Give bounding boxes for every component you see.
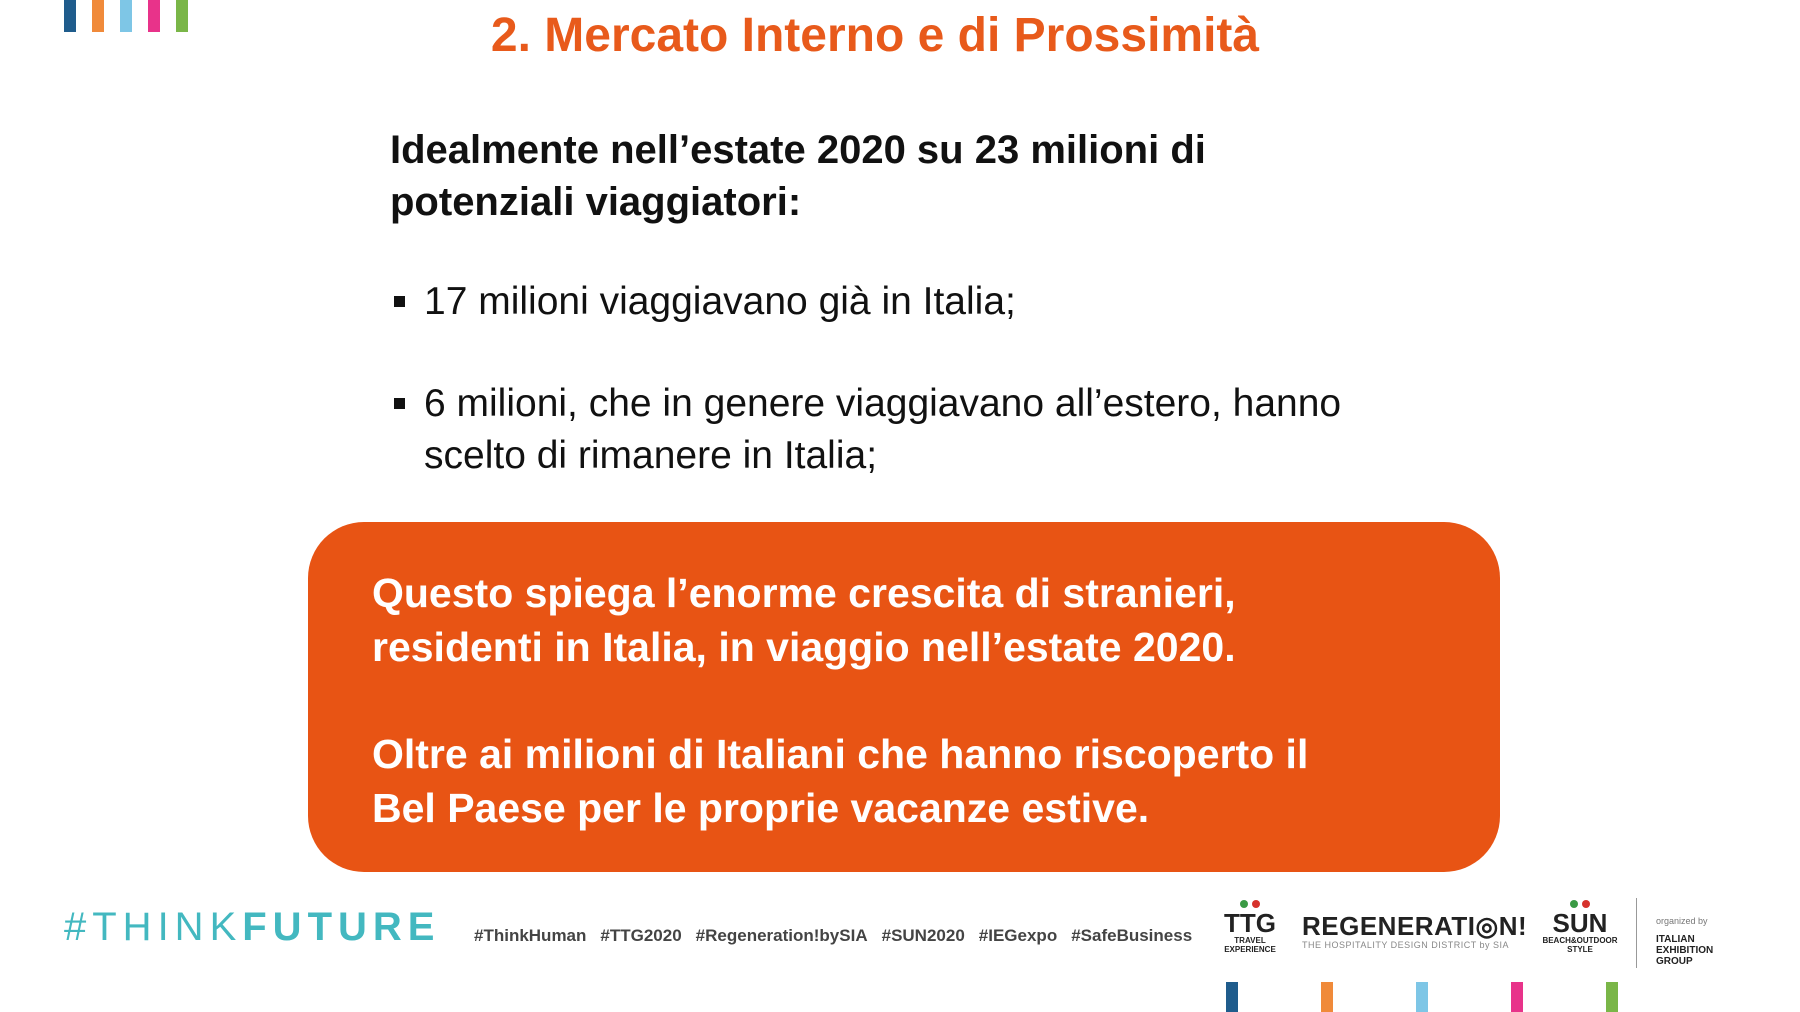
- hashtag-item: #SafeBusiness: [1071, 926, 1193, 945]
- bullet-item: [390, 378, 1490, 482]
- footer-divider: [1636, 898, 1637, 968]
- sun-sub-1: BEACH&OUTDOOR: [1542, 936, 1618, 945]
- hashtag-item: #TTG2020: [600, 926, 682, 945]
- brand-bar-lightblue: [1416, 982, 1428, 1012]
- callout-line: Questo spiega l’enorme crescita di stranieri,: [372, 570, 1236, 616]
- bottom-brand-bars: [1226, 982, 1618, 1012]
- ttg-sub-1: TRAVEL: [1234, 936, 1266, 945]
- callout-line: Bel Paese per le proprie vacanze estive.: [372, 785, 1150, 831]
- hashtag-think: #THINK: [64, 905, 243, 949]
- ieg-line-3: GROUP: [1656, 956, 1693, 967]
- intro-line-2: potenziali viaggiatori:: [390, 180, 802, 224]
- thinkfuture-hashtag: [64, 902, 440, 952]
- regeneration-logo: [1302, 911, 1528, 950]
- bullet-list: [390, 276, 1490, 532]
- green-dot-icon: [1570, 900, 1578, 908]
- bullet-line: scelto di rimanere in Italia;: [424, 434, 878, 477]
- red-dot-icon: [1252, 900, 1260, 908]
- hashtag-item: #IEGexpo: [978, 926, 1058, 945]
- organized-by-label: organized by: [1656, 916, 1708, 926]
- bullet-item: [390, 276, 1490, 328]
- sun-sub-2: STYLE: [1567, 945, 1593, 954]
- regeneration-name: REGENERATI◎N!: [1302, 911, 1528, 941]
- callout-paragraph-2: [372, 727, 1472, 835]
- ttg-sub-2: EXPERIENCE: [1224, 945, 1276, 954]
- slide-title: 2. Mercato Interno e di Prossimità: [490, 9, 1260, 62]
- brand-bar-green: [1606, 982, 1618, 1012]
- ieg-line-1: ITALIAN: [1656, 934, 1695, 945]
- square-bullet-icon: [394, 296, 405, 307]
- sun-name: SUN: [1552, 908, 1608, 938]
- intro-line-1: Idealmente nell’estate 2020 su 23 milioni di: [390, 128, 1206, 172]
- hashtag-list: [474, 926, 1192, 946]
- ttg-name: TTG: [1224, 908, 1276, 938]
- red-dot-icon: [1582, 900, 1590, 908]
- ttg-logo: [1222, 900, 1278, 954]
- hashtag-future: FUTURE: [242, 905, 441, 949]
- regeneration-sub: THE HOSPITALITY DESIGN DISTRICT by SIA: [1302, 940, 1510, 950]
- intro-text: [390, 124, 1390, 228]
- callout-paragraph-1: [372, 566, 1472, 674]
- green-dot-icon: [1240, 900, 1248, 908]
- brand-bar-pink: [1511, 982, 1523, 1012]
- callout-box: [308, 522, 1500, 872]
- ieg-logo: [1656, 916, 1736, 967]
- callout-line: residenti in Italia, in viaggio nell’estate 2020.: [372, 624, 1236, 670]
- sun-logo: [1540, 900, 1620, 954]
- square-bullet-icon: [394, 398, 405, 409]
- callout-line: Oltre ai milioni di Italiani che hanno riscoperto il: [372, 731, 1309, 777]
- hashtag-item: #Regeneration!bySIA: [695, 926, 868, 945]
- bullet-line: 17 milioni viaggiavano già in Italia;: [424, 280, 1016, 323]
- bullet-line: 6 milioni, che in genere viaggiavano all’estero, hanno: [424, 382, 1342, 425]
- hashtag-item: #SUN2020: [881, 926, 965, 945]
- ieg-line-2: EXHIBITION: [1656, 945, 1714, 956]
- brand-bar-blue: [1226, 982, 1238, 1012]
- brand-bar-orange: [1321, 982, 1333, 1012]
- hashtag-item: #ThinkHuman: [474, 926, 587, 945]
